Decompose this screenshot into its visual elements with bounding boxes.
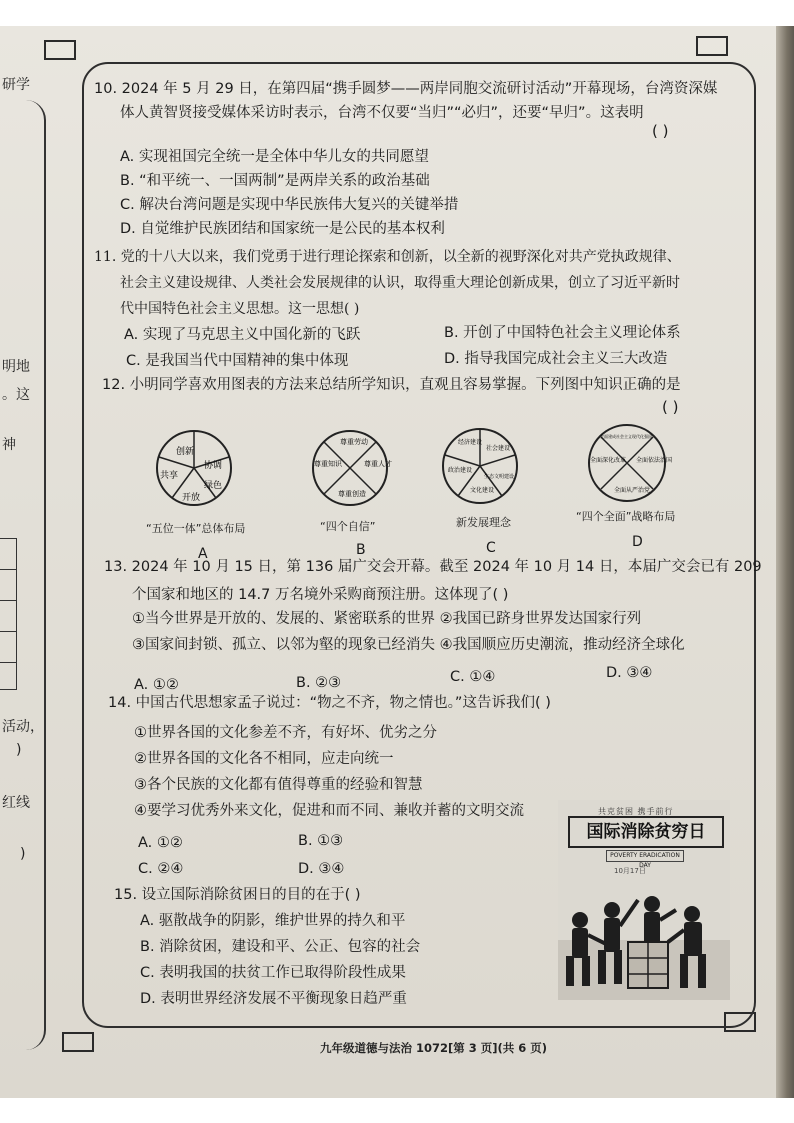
q11-option-d: D. 指导我国完成社会主义三大改造	[444, 351, 668, 367]
diagram-c-label-4: 文化建设	[470, 487, 495, 494]
diagram-c-letter: C	[486, 540, 496, 556]
diagram-c-label-1: 经济建设	[458, 439, 483, 446]
diagram-a-label-2: 协调	[204, 461, 223, 471]
q11-stem-line2: 社会主义建设规律、人类社会发展规律的认识，取得重大理论创新成果，创立了习近平新时	[120, 275, 680, 291]
diagram-c-label-2: 社会建设	[486, 445, 511, 452]
q13-stem-line1: 13. 2024 年 10 月 15 日，第 136 届广交会开幕。截至 2024 年 10 月 14 日，本届广交会已有 209	[104, 559, 762, 575]
q11-option-c: C. 是我国当代中国精神的集中体现	[126, 353, 349, 369]
q15-stem-line1: 15. 设立国际消除贫困日的目的在于( )	[114, 887, 361, 903]
q14-statement-4: ④要学习优秀外来文化，促进和而不同、兼收并蓄的文明交流	[134, 803, 524, 819]
q12-stem-line1: 12. 小明同学喜欢用图表的方法来总结所学知识，直观且容易掌握。下列图中知识正确的是	[102, 377, 681, 393]
q15-option-c: C. 表明我国的扶贫工作已取得阶段性成果	[140, 965, 406, 981]
diagram-c-wheel	[440, 426, 520, 510]
q14-statement-2: ②世界各国的文化各不相同，应走向统一	[134, 751, 394, 767]
left-fragment-3: 。这	[2, 387, 30, 403]
registration-mark-top-right	[696, 36, 728, 56]
q14-statement-3: ③各个民族的文化都有值得尊重的经验和智慧	[134, 777, 423, 793]
poster-title: 国际消除贫穷日	[568, 816, 724, 848]
left-fragment-2: 明地	[2, 359, 30, 375]
poster-english-title: POVERTY ERADICATION DAY	[606, 850, 684, 862]
left-fragment-1: 研学	[2, 77, 30, 93]
photo-bottom-edge	[0, 1098, 794, 1123]
diagram-d-caption: “四个全面”战略布局	[576, 510, 676, 523]
q13-option-a: A. ①②	[134, 677, 179, 693]
q14-option-b: B. ①③	[298, 833, 344, 849]
q14-statement-1: ①世界各国的文化参差不齐，有好坏、优劣之分	[134, 725, 437, 741]
diagram-d-label-1: 全面建成社会主义现代化强国	[600, 434, 652, 439]
q13-stem-line2: 个国家和地区的 14.7 万名境外采购商预注册。这体现了( )	[132, 587, 509, 603]
left-column-fragment	[0, 60, 52, 1060]
diagram-d-letter: D	[632, 534, 643, 550]
q14-option-c: C. ②④	[138, 861, 184, 877]
page-footer: 九年级道德与法治 1072[第 3 页](共 6 页)	[320, 1041, 548, 1055]
q13-option-b: B. ②③	[296, 675, 342, 691]
diagram-d-label-2: 全面依法治国	[636, 457, 673, 464]
poster-slogan: 共克贫困 携手前行	[598, 807, 674, 816]
left-fragment-8: )	[20, 846, 26, 862]
photo-top-edge	[0, 0, 794, 26]
diagram-a-label-1: 创新	[176, 447, 195, 457]
q10-option-c: C. 解决台湾问题是实现中华民族伟大复兴的关键举措	[120, 197, 459, 213]
q14-option-d: D. ③④	[298, 861, 345, 877]
registration-mark-top-left	[44, 40, 76, 60]
q10-stem-line1: 10. 2024 年 5 月 29 日，在第四届“携手圆梦——两岸同胞交流研讨活动”开幕现场，台湾资深媒	[94, 81, 718, 97]
q15-option-a: A. 驱散战争的阴影，维护世界的持久和平	[140, 913, 406, 929]
diagram-d-label-3: 全面从严治党	[614, 487, 651, 494]
diagram-a-label-4: 开放	[182, 493, 201, 503]
q13-option-c: C. ①④	[450, 669, 496, 685]
registration-mark-bottom-left	[62, 1032, 94, 1052]
left-fragment-4: 神	[2, 437, 16, 453]
diagram-b-label-2: 尊重人才	[364, 460, 392, 468]
q11-stem-line3: 代中国特色社会主义思想。这一思想( )	[120, 301, 360, 317]
q10-option-d: D. 自觉维护民族团结和国家统一是公民的基本权利	[120, 221, 445, 237]
q15-option-d: D. 表明世界经济发展不平衡现象日趋严重	[140, 991, 407, 1007]
diagram-b-caption: “四个自信”	[320, 520, 376, 533]
q10-option-b: B. “和平统一、一国两制”是两岸关系的政治基础	[120, 173, 430, 189]
q10-answer-paren: ( )	[652, 122, 669, 140]
q15-option-b: B. 消除贫困，建设和平、公正、包容的社会	[140, 939, 421, 955]
q13-statement-1: ①当今世界是开放的、发展的、紧密联系的世界 ②我国已跻身世界发达国家行列	[132, 611, 642, 627]
diagram-c-caption: 新发展理念	[456, 516, 511, 529]
poster-illustration	[558, 880, 730, 1000]
q13-option-d: D. ③④	[606, 665, 653, 681]
diagram-c-label-3: 生态文明建设	[484, 474, 515, 480]
diagram-a-wheel	[154, 428, 234, 512]
diagram-c-label-5: 政治建设	[448, 467, 473, 474]
left-fragment-7: 红线	[2, 795, 30, 811]
q10-option-a: A. 实现祖国完全统一是全体中华儿女的共同愿望	[120, 149, 429, 165]
left-fragment-6: )	[16, 742, 22, 758]
diagram-a-letter: A	[198, 546, 208, 562]
photo-right-shadow	[776, 26, 794, 1100]
q11-option-b: B. 开创了中国特色社会主义理论体系	[444, 325, 681, 341]
diagram-b-label-1: 尊重劳动	[340, 438, 368, 446]
q14-stem-line1: 14. 中国古代思想家孟子说过：“物之不齐，物之情也。”这告诉我们( )	[108, 695, 551, 711]
diagram-d-label-4: 全面深化改革	[590, 457, 627, 464]
left-fragment-5: 活动，	[2, 719, 44, 735]
diagram-b-label-4: 尊重知识	[314, 460, 342, 468]
diagram-a-label-3: 绿色	[204, 481, 223, 491]
diagram-a-caption: “五位一体”总体布局	[146, 522, 246, 535]
left-table-fragment	[0, 538, 17, 690]
diagram-d-wheel	[586, 422, 673, 508]
q13-statement-2: ③国家间封锁、孤立、以邻为壑的现象已经消失 ④我国顺应历史潮流，推动经济全球化	[132, 637, 685, 653]
diagram-b-label-3: 尊重创造	[338, 490, 366, 498]
poster-date: 10月17日	[614, 867, 646, 875]
diagram-b-wheel	[310, 428, 390, 512]
q11-stem-line1: 11. 党的十八大以来，我们党勇于进行理论探索和创新，以全新的视野深化对共产党执政规律、	[94, 249, 681, 265]
q12-answer-paren: ( )	[662, 398, 679, 416]
diagram-b-letter: B	[356, 542, 366, 558]
q14-option-a: A. ①②	[138, 835, 183, 851]
q10-stem-line2: 体人黄智贤接受媒体采访时表示，台湾不仅要“当归”“必归”，还要“早归”。这表明	[120, 105, 644, 121]
q11-option-a: A. 实现了马克思主义中国化新的飞跃	[124, 327, 361, 343]
poverty-day-poster	[558, 800, 730, 1000]
diagram-a-label-5: 共享	[160, 471, 179, 481]
